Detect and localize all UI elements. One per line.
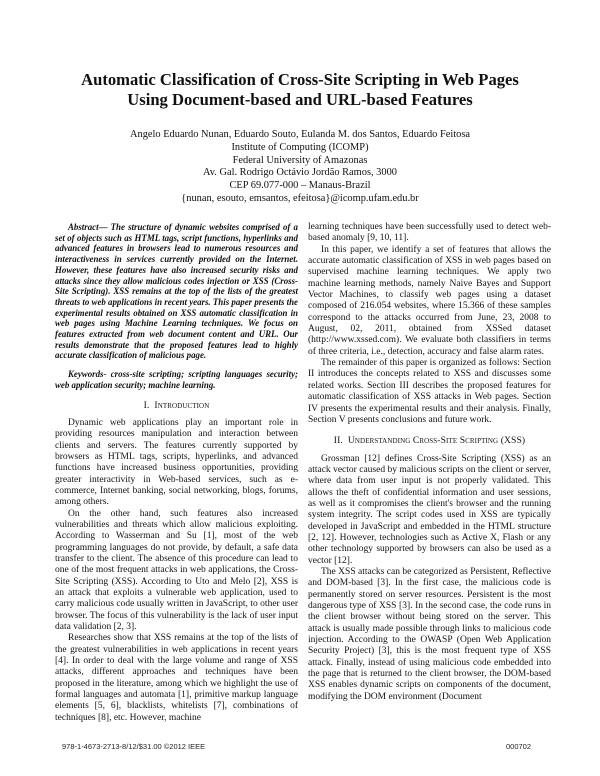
xss-paragraph-1: Grossman [12] defines Cross-Site Scripting (XSS) as an attack vector caused by malicious scripts on the client or server, where data from user input is not properly validated. This allows the theft of confidential information and user sessions, as well as it compromises the client's browser and the running system integrity. The script codes used in XSS are typically developed in JavaScript and embedded in the HTML structure [2, 12]. However, technologies such as Active X, Flash or any other technology supported by browsers can also be used as a vector [12]. xyxy=(308,453,551,566)
author-cep: CEP 69.077-000 – Manaus-Brazil xyxy=(229,180,371,192)
intro-paragraph-4: In this paper, we identify a set of features that allows the accurate automatic classification of XSS in web pages based on supervised machine learning techniques. We apply two machine learning methods, namely Naive Bayes and Support Vector Machines, to classify web pages using a dataset composed of 216.054 websites, where 15.366 of these samples correspond to the attacks occurred from June, 23, 2008 to August, 02, 2011, obtained from XSSed dataset (http://www.xssed.com). We evaluate both classifiers in terms of three criteria, i.e., detection, accuracy and false alarm rates. xyxy=(308,244,551,357)
abstract: Abstract— The structure of dynamic websites comprised of a set of objects such as HTML tags, script functions, hyperlinks and advanced features in browsers lead to numerous resources and interactiveness in services currently provided on the Internet. However, these features have also increased security risks and attacks since they allow malicious codes injection or XSS (Cross-Site Scripting). XSS remains at the top of the lists of the greatest threats to web applications in recent years. This paper presents the experimental results obtained on XSS automatic classification in web pages using Machine Learning techniques. We focus on features extracted from web document content and URL. Our results demonstrate that the proposed features lead to highly accurate classification of malicious page. xyxy=(55,222,298,361)
footer-page-number: 000702 xyxy=(506,742,532,751)
author-university: Federal University of Amazonas xyxy=(232,154,368,166)
left-column xyxy=(55,222,298,724)
section-title: Understanding Cross-Site Scripting (XSS) xyxy=(347,435,526,447)
keywords: Keywords- cross-site scripting; scripting languages security; web application security; machine learning. xyxy=(55,369,298,390)
section-title: Introduction xyxy=(154,399,210,411)
section-heading-understanding-xss xyxy=(308,435,551,446)
right-column xyxy=(308,222,551,703)
intro-paragraph-1: Dynamic web applications play an important role in providing resources manipulation and interaction between clients and servers. The features currently supported by browsers as HTML tags, scripts, hyperlinks, and advanced functions have increased business opportunities, providing greater interactivity in Web-based services, such as e-commerce, Internet banking, social networking, blogs, forums, among others. xyxy=(55,417,298,508)
xss-paragraph-2: The XSS attacks can be categorized as Persistent, Reflective and DOM-based [3]. In the first case, the malicious code is permanently stored on server resources. Persistent is the most dangerous type of XSS [3]. In the second case, the code runs in the client browser without being stored on the server. This attack is usually made possible through links to malicious code injection. According to the OWASP (Open Web Application Security Project) [3], this is the most frequent type of XSS attack. Finally, instead of using malicious code embedded into the page that is returned to the client browser, the DOM-based XSS enables dynamic scripts on components of the document, modifying the DOM environment (Document xyxy=(308,566,551,702)
author-emails: {nunan, esouto, emsantos, efeitosa}@icomp.ufam.edu.br xyxy=(181,192,419,204)
intro-paragraph-2: On the other hand, such features also increased vulnerabilities and threats which allow malicious exploiting. According to Wasserman and Su [1], most of the web programming languages do not provide, by default, a safe data transfer to the client. The absence of this procedure can lead to one of the most frequent attacks in web applications, the Cross-Site Scripting (XSS). According to Uto and Melo [2], XSS is an attack that exploits a vulnerable web application, used to carry malicious code usually written in JavaScript, to other user browser. The focus of this vulnerability is the lack of user input data validation [2, 3]. xyxy=(55,508,298,633)
author-names: Angelo Eduardo Nunan, Eduardo Souto, Eulanda M. dos Santos, Eduardo Feitosa xyxy=(130,129,470,140)
author-block xyxy=(90,129,510,206)
author-institute: Institute of Computing (ICOMP) xyxy=(231,141,369,153)
paper-title: Automatic Classification of Cross-Site Scripting in Web Pages Using Document-based and URL-based Features xyxy=(81,70,519,109)
section-number: I. xyxy=(143,399,150,411)
section-heading-introduction xyxy=(55,400,298,411)
intro-paragraph-3: Researches show that XSS remains at the top of the lists of the greatest vulnerabilities in web applications in recent years [4]. In order to deal with the large volume and range of XSS attacks, different approaches and techniques have been proposed in the literature, among which we highlight the use of formal languages and automata [1], primitive markup language elements [5, 6], blacklists, whitelists [7], combinations of techniques [8], etc. However, machine xyxy=(55,633,298,723)
intro-paragraph-3-continued: learning techniques have been successfully used to detect web-based anomaly [9, 10, 11]. xyxy=(308,222,551,244)
author-address: Av. Gal. Rodrigo Octávio Jordão Ramos, 3000 xyxy=(203,167,397,179)
intro-paragraph-5: The remainder of this paper is organized as follows: Section II introduces the concepts related to XSS and discusses some related works. Section III describes the proposed features for automatic classification of XSS attacks in Web pages. Section IV presents the experimental results and their analysis. Finally, Section V presents conclusions and future work. xyxy=(308,358,551,425)
section-number: II. xyxy=(333,435,343,447)
footer-copyright: 978-1-4673-2713-8/12/$31.00 ©2012 IEEE xyxy=(62,742,206,751)
